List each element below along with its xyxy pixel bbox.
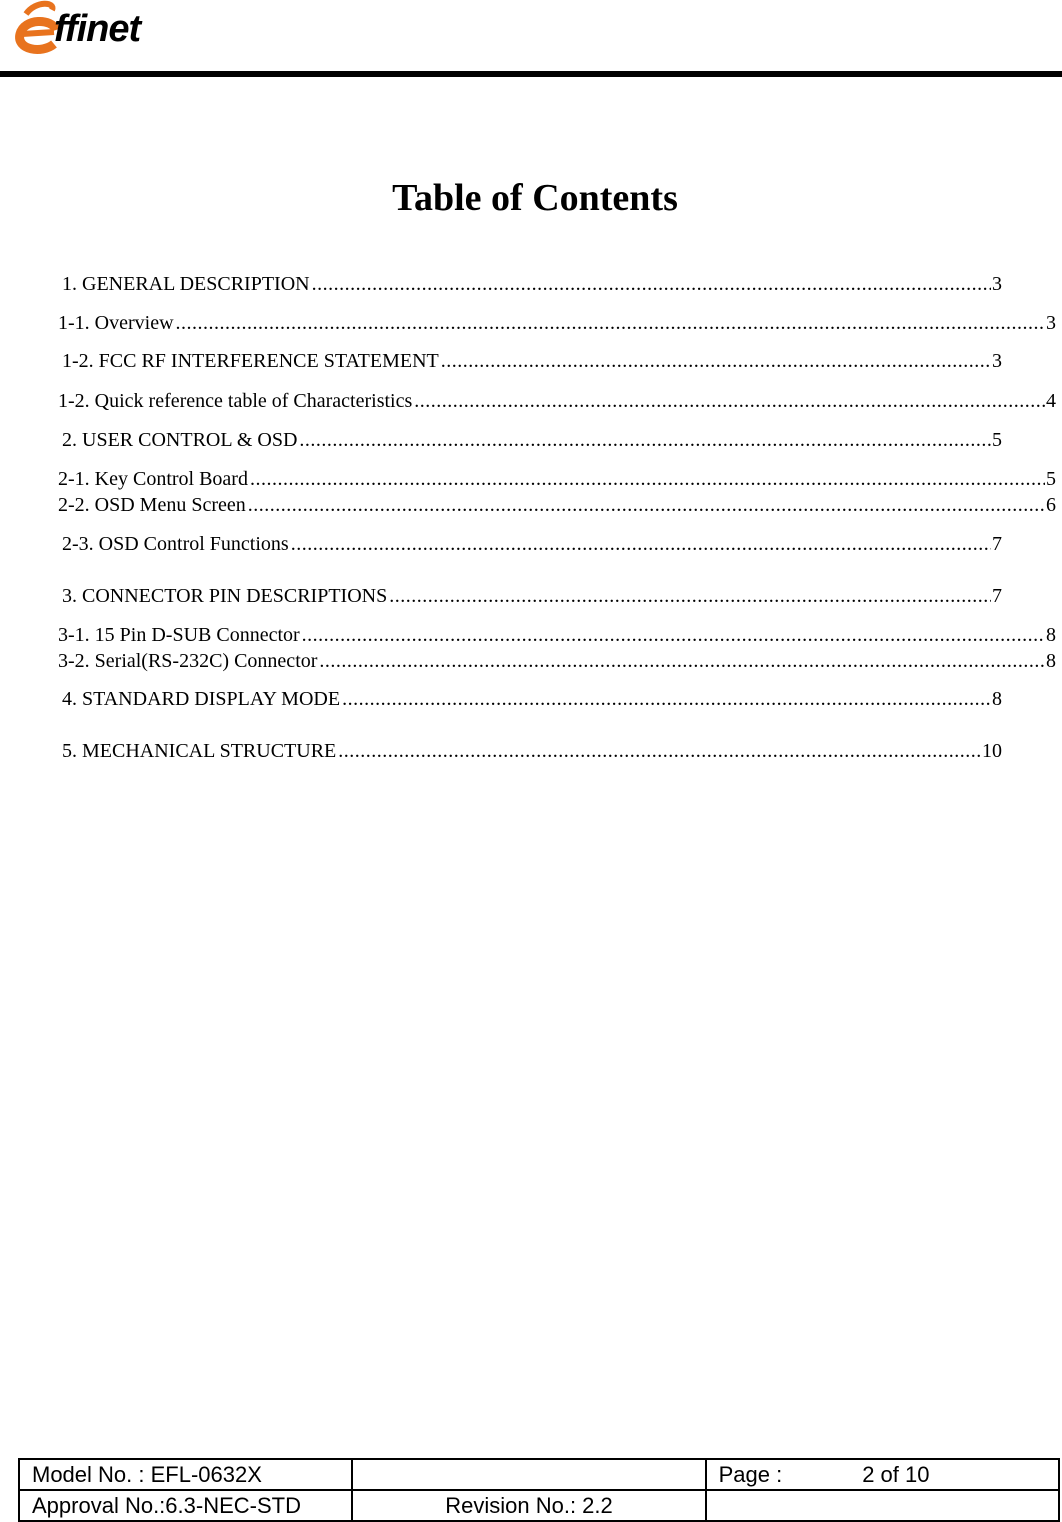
toc-entry-label: 2-1. Key Control Board: [58, 468, 248, 490]
logo-wordmark: ffinet: [54, 8, 141, 50]
toc-entry[interactable]: [58, 310, 1056, 336]
toc-leader: [250, 466, 1045, 492]
toc-entry-label: 2-2. OSD Menu Screen: [58, 494, 246, 516]
toc-entry[interactable]: [62, 348, 1002, 374]
page-number-cell: [706, 1459, 1059, 1490]
toc-entry-page: 3: [1046, 312, 1056, 334]
toc-entry-page: 3: [992, 350, 1002, 372]
revision-number: Revision No.: 2.2: [352, 1490, 705, 1521]
toc-entry-page: 7: [992, 533, 1002, 555]
toc-entry-label: 5. MECHANICAL STRUCTURE: [62, 740, 337, 762]
toc-entry[interactable]: [58, 466, 1056, 492]
toc-entry-page: 3: [992, 273, 1002, 295]
toc-entry[interactable]: [62, 531, 1002, 557]
toc-entry-page: 8: [992, 688, 1002, 710]
toc-entry-label: 4. STANDARD DISPLAY MODE: [62, 688, 341, 710]
footer-blank-cell: [706, 1490, 1059, 1521]
toc-entry-label: 2-3. OSD Control Functions: [62, 533, 289, 555]
approval-number: Approval No.:6.3-NEC-STD: [19, 1490, 352, 1521]
toc-leader: [176, 310, 1045, 336]
toc-entry[interactable]: [62, 427, 1002, 453]
toc-entry-label: 1-1. Overview: [58, 312, 174, 334]
footer-blank-cell: [352, 1459, 705, 1490]
toc-entry-page: 6: [1046, 494, 1056, 516]
toc-entry-label: 1-2. FCC RF INTERFERENCE STATEMENT: [62, 350, 439, 372]
model-number: Model No. : EFL-0632X: [19, 1459, 352, 1490]
page-label: Page :: [718, 1462, 783, 1487]
toc-entry[interactable]: [62, 583, 1002, 609]
toc-entry-label: 1-2. Quick reference table of Characteristics: [58, 390, 413, 412]
toc-leader: [414, 388, 1045, 414]
toc-entry[interactable]: [62, 686, 1002, 712]
toc-entry-page: 10: [982, 740, 1002, 762]
toc-leader: [248, 492, 1045, 518]
toc-entry-page: 5: [992, 429, 1002, 451]
toc-entry[interactable]: [58, 648, 1056, 674]
toc-leader: [319, 648, 1045, 674]
toc-leader: [291, 531, 991, 557]
toc-entry[interactable]: [62, 738, 1002, 764]
toc-entry-page: 7: [992, 585, 1002, 607]
toc-entry-label: 2. USER CONTROL & OSD: [62, 429, 298, 451]
toc-entry-page: 5: [1046, 468, 1056, 490]
toc-entry-page: 8: [1046, 624, 1056, 646]
toc-leader: [299, 427, 991, 453]
toc-entry[interactable]: [58, 388, 1056, 414]
toc-leader: [302, 622, 1045, 648]
toc-leader: [312, 271, 991, 297]
toc-entry-label: 1. GENERAL DESCRIPTION: [62, 273, 310, 295]
toc-entry-label: 3-2. Serial(RS-232C) Connector: [58, 650, 318, 672]
document-footer: [18, 1458, 1060, 1522]
toc-entry-label: 3. CONNECTOR PIN DESCRIPTIONS: [62, 585, 388, 607]
page-value: 2 of 10: [862, 1462, 930, 1487]
header-rule: [0, 71, 1062, 77]
toc-entry-label: 3-1. 15 Pin D-SUB Connector: [58, 624, 300, 646]
toc-entry[interactable]: [62, 271, 1002, 297]
toc-entry-page: 4: [1046, 390, 1056, 412]
toc-entry-page: 8: [1046, 650, 1056, 672]
toc-leader: [338, 738, 981, 764]
toc-leader: [389, 583, 991, 609]
page-title: Table of Contents: [392, 177, 678, 219]
toc-leader: [441, 348, 991, 374]
toc-entry[interactable]: [58, 622, 1056, 648]
toc-leader: [342, 686, 991, 712]
effinet-logo: [12, 0, 182, 60]
toc-entry[interactable]: [58, 492, 1056, 518]
